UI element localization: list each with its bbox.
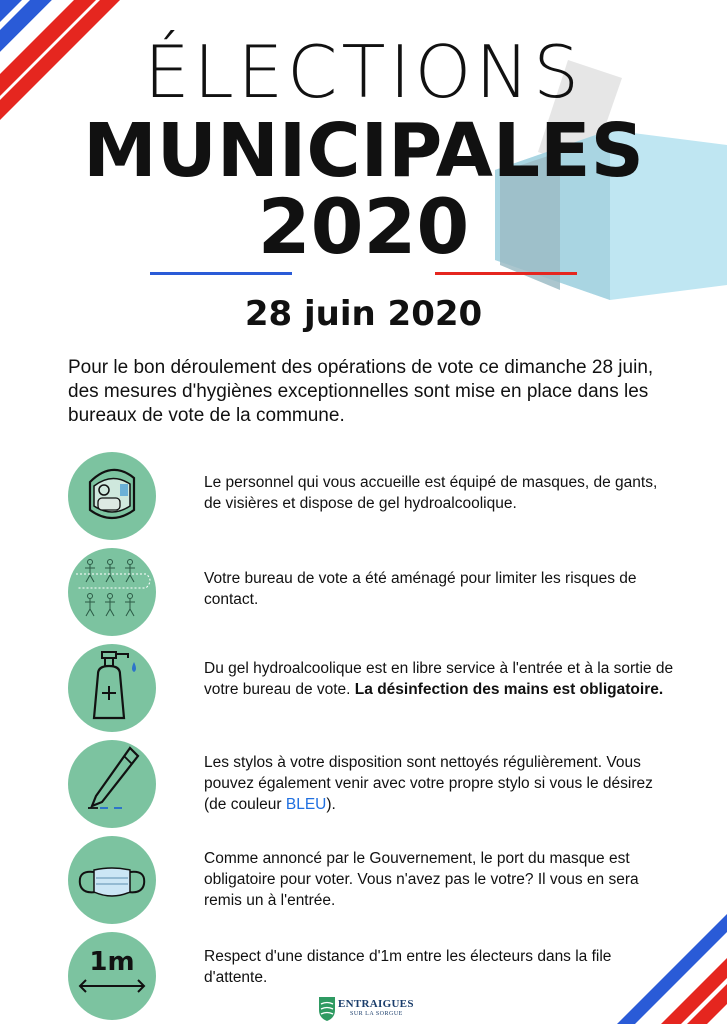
title-municipales: MUNICIPALES xyxy=(83,108,644,194)
distancing-people-icon xyxy=(68,548,156,636)
distance-1m-icon xyxy=(68,932,156,1020)
election-date: 28 juin 2020 xyxy=(244,294,483,334)
measure-text-office-layout: Votre bureau de vote a été aménagé pour limiter les risques de contact. xyxy=(204,570,637,608)
face-shield-icon xyxy=(68,452,156,540)
town-logo-subtitle: SUR LA SORGUE xyxy=(350,1011,403,1017)
distance-icon-label: 1m xyxy=(89,947,135,977)
measure-item-hand-sanitizer xyxy=(68,644,688,736)
sanitizer-icon xyxy=(68,644,156,732)
pens-text: Les stylos à votre disposition sont nettoyés régulièrement. Vous pouvez également venir avec votre propre stylo si vous le désirez (de couleur xyxy=(204,754,653,813)
intro-paragraph: Pour le bon déroulement des opérations de vote ce dimanche 28 juin, des mesures d'hygiènes exceptionnelles sont mise en place dans les bureaux de vote de la commune. xyxy=(68,357,654,426)
title-elections: ÉLECTIONS xyxy=(144,30,583,114)
measure-text-distance: Respect d'une distance d'1m entre les électeurs dans la file d'attente. xyxy=(204,948,612,986)
measure-item-staff-protection xyxy=(68,452,688,544)
divider-red xyxy=(435,272,577,275)
town-logo-name: ENTRAIGUES xyxy=(338,998,414,1010)
measure-text-staff-protection: Le personnel qui vous accueille est équipé de masques, de gants, de visières et dispose de gel hydroalcoolique. xyxy=(204,474,658,512)
measure-text-pens xyxy=(204,752,674,815)
pens-text-end: ). xyxy=(326,796,336,813)
measure-text-hand-sanitizer xyxy=(204,658,674,700)
pens-color-highlight: BLEU xyxy=(285,796,327,813)
face-mask-icon xyxy=(68,836,156,924)
measure-text-mask: Comme annoncé par le Gouvernement, le port du masque est obligatoire pour voter. Vous n'avez pas le votre? Il vous en sera remis un à l'entrée. xyxy=(204,850,639,909)
measure-item-office-layout xyxy=(68,548,688,640)
sanitizer-text: Du gel hydroalcoolique est en libre service à l'entrée et à la sortie de votre bureau de vote. xyxy=(204,660,674,698)
sanitizer-bold-text: La désinfection des mains est obligatoire. xyxy=(354,681,664,698)
measure-item-mask xyxy=(68,836,688,928)
measure-item-pens xyxy=(68,740,688,832)
town-crest-icon xyxy=(318,996,336,1022)
divider-blue xyxy=(150,272,292,275)
title-year: 2020 xyxy=(257,182,470,271)
pen-icon xyxy=(68,740,156,828)
town-logo xyxy=(318,996,418,1022)
